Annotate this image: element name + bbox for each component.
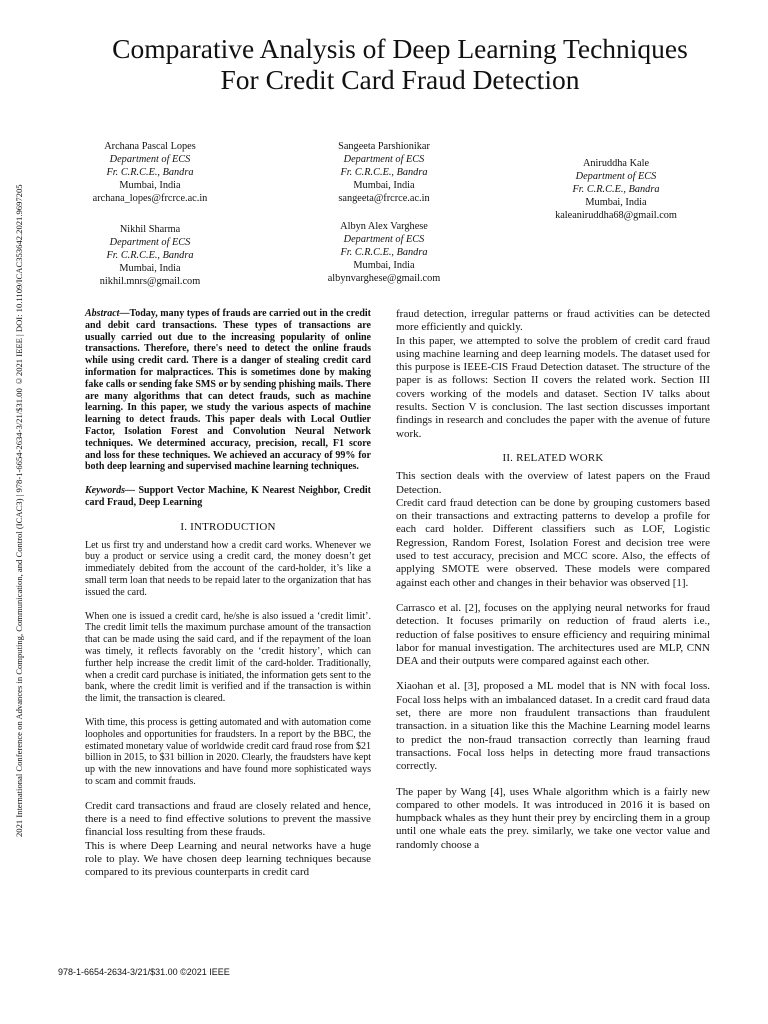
paragraph: Let us first try and understand how a credit card works. Whenever we buy a product or service using a credit card, the money doesn’t get immediately debited from the account of the card-holder, it’s like a small term loan that needs to be repaid later to the organization that has issued the card. — [85, 539, 371, 598]
footer-copyright: 978-1-6654-2634-3/21/$31.00 ©2021 IEEE — [58, 967, 230, 977]
author-block-kale — [536, 157, 696, 222]
paragraph: Xiaohan et al. [3], proposed a ML model that is NN with focal loss. Focal loss helps with an imbalanced dataset. In a credit card fraud data set, there are more non fraudulent transactions than fraudulent transaction. in a situation like this the Machine Learning model learns to predict the non-fraud transaction correctly than learning fraud transactions. Focal loss helps in detecting more fraud transactions correctly. — [396, 680, 710, 773]
author-name: Aniruddha Kale — [582, 158, 650, 169]
author-name: Albyn Alex Varghese — [340, 221, 428, 232]
paragraph: This section deals with the overview of latest papers on the Fraud Detection. — [396, 470, 710, 496]
section-heading-introduction: I. INTRODUCTION — [180, 520, 276, 533]
author-city: Mumbai, India — [119, 263, 181, 274]
keywords-lead: Keywords — [85, 485, 125, 497]
section-heading-related-work: II. RELATED WORK — [502, 451, 604, 464]
left-column — [85, 308, 371, 879]
author-email: archana_lopes@frcrce.ac.in — [92, 193, 208, 204]
author-email: nikhil.mnrs@gmail.com — [99, 276, 201, 287]
author-block-lopes — [70, 140, 230, 205]
author-email: kaleaniruddha68@gmail.com — [555, 210, 677, 221]
author-block-parshionikar — [304, 140, 464, 205]
paragraph: In this paper, we attempted to solve the problem of credit card fraud using machine learning and deep learning models. The dataset used for this purpose is IEEE-CIS Fraud Detection dataset. The structure of the paper is as follows: Section II covers the related work. Section III covers working of the models and dataset. Section IV talks about results. Section V is conclusion. The last section discusses important findings in research and concludes the paper with the avenue of future work. — [396, 334, 710, 440]
abstract-lead: Abstract — [85, 308, 120, 319]
paragraph: Credit card fraud detection can be done by grouping customers based on their transactions and extracting patterns to develop a profile for each card holder. Different classifiers such as LOF, Logistic Regression, Random Forest, Isolation Forest and decision tree were used to test accuracy, precision and MCC score. Also, the effects of applying SMOTE were observed. These models were compared against each other and changes in their behavior was observed [1]. — [396, 496, 710, 589]
keywords-text: — Support Vector Machine, K Nearest Neighbor, Credit card Fraud, Deep Learning — [85, 485, 371, 508]
author-name: Nikhil Sharma — [119, 224, 181, 235]
author-dept: Department of ECS — [343, 154, 425, 165]
author-inst: Fr. C.R.C.E., Bandra — [572, 184, 660, 195]
title-line-1: Comparative Analysis of Deep Learning Techniques — [112, 33, 688, 64]
author-name: Archana Pascal Lopes — [104, 141, 196, 152]
author-block-varghese — [304, 220, 464, 285]
paragraph: fraud detection, irregular patterns or fraud activities can be detected more efficiently and quickly. — [396, 308, 710, 334]
author-name: Sangeeta Parshionikar — [338, 141, 430, 152]
paragraph: Carrasco et al. [2], focuses on the applying neural networks for fraud detection. It focuses primarily on reduction of fraud alerts i.e., reduction of false positives to ensure efficiency and requiring minimal labor for manual investigation. The architectures used are MLP, CNN DEA and their outputs were compared against each other. — [396, 601, 710, 668]
paragraph: With time, this process is getting automated and with automation come loopholes and opportunities for fraudsters. In a report by the BBC, the estimated monetary value of worldwide credit card fraud rose from $21 billion in 2015, to $31 billion in 2020. Clearly, the fraudsters have kept up with the new innovations and have found more sophisticated ways to scam and commit frauds. — [85, 716, 372, 787]
author-dept: Department of ECS — [343, 234, 425, 245]
author-dept: Department of ECS — [109, 154, 191, 165]
author-email: albynvarghese@gmail.com — [327, 273, 441, 284]
author-dept: Department of ECS — [575, 171, 657, 182]
author-email: sangeeta@frcrce.ac.in — [338, 193, 430, 204]
side-citation-note: 2021 International Conference on Advances in Computing, Communication, and Control (ICAC3) | 978-1-6654-2634-3/21/$31.00 ©2021 IEEE | DOI: 10.1109/ICAC353642.2021.9697205 — [14, 184, 24, 838]
paragraph: Credit card transactions and fraud are closely related and hence, there is a need to find effective solutions to prevent the massive financial loss resulting from these frauds. — [85, 799, 371, 839]
author-city: Mumbai, India — [353, 260, 415, 271]
author-city: Mumbai, India — [353, 180, 415, 191]
right-column — [396, 308, 710, 852]
author-dept: Department of ECS — [109, 237, 191, 248]
abstract-text: —Today, many types of frauds are carried out in the credit and debit card transactions. These types of transactions are usually carried out due to the increasing popularity of online transactions. Therefore, there's need to detect the online frauds while using credit card. There is a danger of stealing credit card information for malpractices. This is sometimes done by making fake calls or sending fake SMS or by sending phishing mails. There are many algorithms that can detect frauds, such as machine learning. In this paper, we study the various aspects of machine learning to detect frauds. This paper deals with Local Outlier Factor, Isolation Forest and Convolution Neural Network techniques. We determined accuracy, precision, recall, F1 score and loss for these techniques. We achieved an accuracy of 99% for both deep learning and supervised machine learning techniques. — [85, 308, 371, 473]
author-city: Mumbai, India — [119, 180, 181, 191]
author-inst: Fr. C.R.C.E., Bandra — [106, 167, 194, 178]
keywords — [85, 485, 371, 509]
author-block-sharma — [70, 223, 230, 288]
paragraph: This is where Deep Learning and neural networks have a huge role to play. We have chosen deep learning techniques because compared to its previous counterparts in credit card — [85, 839, 371, 879]
author-inst: Fr. C.R.C.E., Bandra — [340, 247, 428, 258]
paper-title — [40, 33, 760, 95]
author-inst: Fr. C.R.C.E., Bandra — [106, 250, 194, 261]
paragraph: The paper by Wang [4], uses Whale algorithm which is a fairly new compared to other models. It was introduced in 2016 it is based on humpback whales as they hunt their prey by encircling them in a group until one whale eats the prey. similarly, we take one vector value and randomly choose a — [396, 785, 710, 851]
title-line-2: For Credit Card Fraud Detection — [220, 64, 580, 95]
author-inst: Fr. C.R.C.E., Bandra — [340, 167, 428, 178]
paragraph: When one is issued a credit card, he/she is also issued a ‘credit limit’. The credit limit tells the maximum purchase amount of the transaction that can be made using the said card, and if the repayment of the loan was timely, it reflects favorably on the ‘credit history’, which can further help increase the credit limit of the card-holder. Traditionally, when a credit card purchase is initiated, the information gets sent to the bank, where the credit limit is verified and if the transaction is within the limit, the transaction is cleared. — [85, 610, 371, 705]
author-city: Mumbai, India — [585, 197, 647, 208]
abstract — [85, 308, 371, 473]
